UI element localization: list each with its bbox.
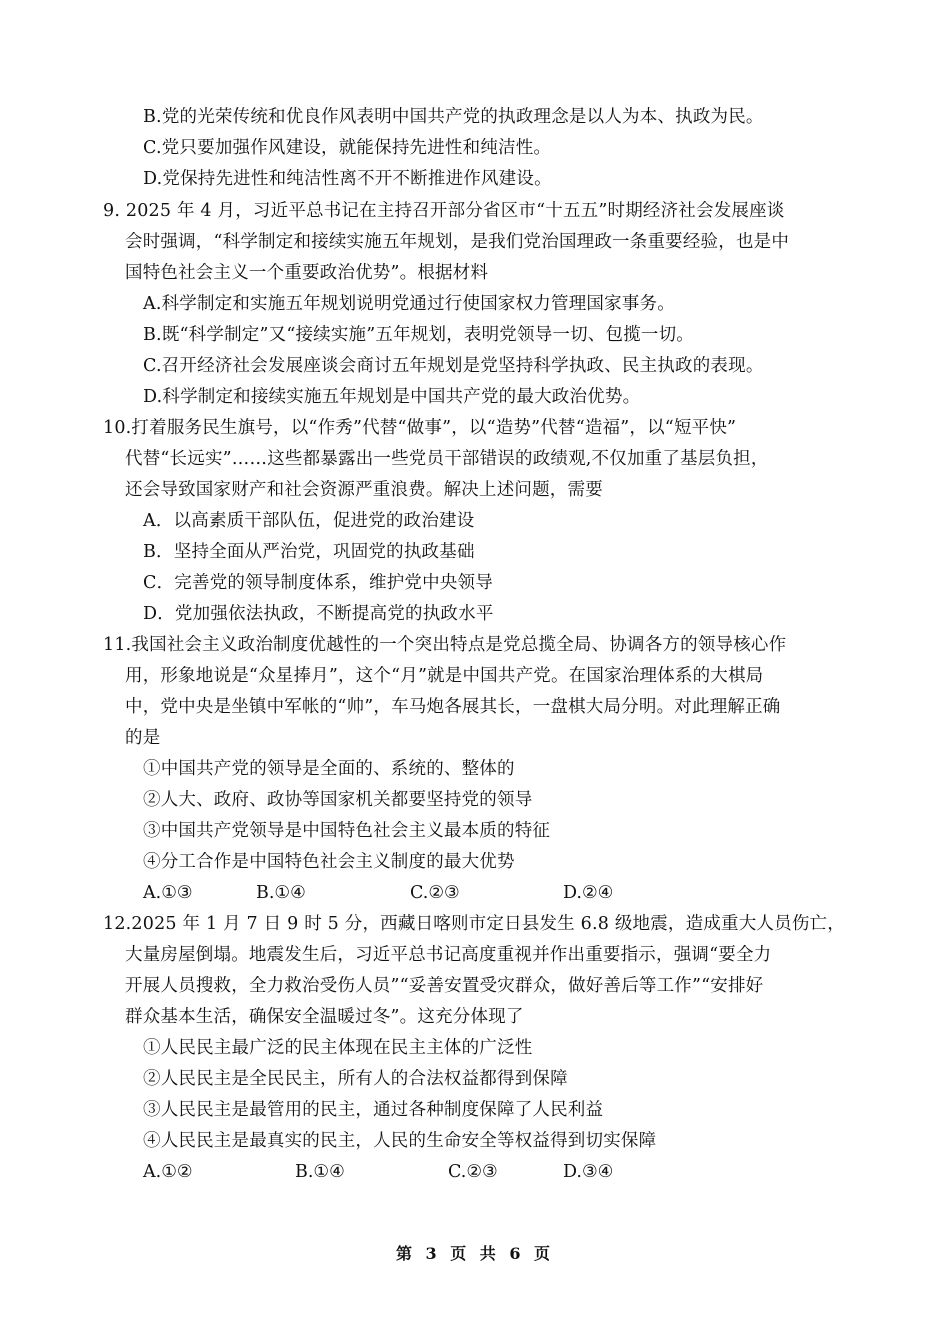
question-stem-line: 11.我国社会主义政治制度优越性的一个突出特点是党总揽全局、协调各方的领导核心作	[103, 635, 787, 655]
statement-4: ④分工合作是中国特色社会主义制度的最大优势	[143, 852, 515, 872]
statement-1: ①中国共产党的领导是全面的、系统的、整体的	[143, 759, 515, 779]
statement-3: ③中国共产党领导是中国特色社会主义最本质的特征	[143, 821, 551, 841]
question-stem-line: 9. 2025 年 4 月，习近平总书记在主持召开部分省区市“十五五”时期经济社会发展座谈	[103, 201, 785, 221]
option-c: C．完善党的领导制度体系，维护党中央领导	[143, 573, 493, 593]
choice-b: B.①④	[295, 1162, 345, 1182]
choice-d: D.③④	[563, 1162, 614, 1182]
option-d: D.科学制定和接续实施五年规划是中国共产党的最大政治优势。	[143, 387, 641, 407]
prev-option-b: B.党的光荣传统和优良作风表明中国共产党的执政理念是以人为本、执政为民。	[143, 107, 764, 127]
choice-a: A.①②	[143, 1162, 193, 1182]
question-stem-line: 开展人员搜救，全力救治受伤人员”“妥善安置受灾群众，做好善后等工作”“安排好	[125, 976, 764, 996]
statement-2: ②人大、政府、政协等国家机关都要坚持党的领导	[143, 790, 533, 810]
question-stem-line: 的是	[125, 728, 161, 748]
question-stem-line: 10.打着服务民生旗号，以“作秀”代替“做事”，以“造势”代替“造福”，以“短平快”	[103, 418, 737, 438]
option-c: C.召开经济社会发展座谈会商讨五年规划是党坚持科学执政、民主执政的表现。	[143, 356, 764, 376]
question-stem-line: 中，党中央是坐镇中军帐的“帅”，车马炮各展其长，一盘棋大局分明。对此理解正确	[125, 697, 781, 717]
statement-3: ③人民民主是最管用的民主，通过各种制度保障了人民利益	[143, 1100, 604, 1120]
page-number: 第 3 页 共 6 页	[395, 1244, 555, 1263]
option-a: A.科学制定和实施五年规划说明党通过行使国家权力管理国家事务。	[143, 294, 675, 314]
choice-d: D.②④	[563, 883, 614, 903]
choice-a: A.①③	[143, 883, 193, 903]
prev-option-c: C.党只要加强作风建设，就能保持先进性和纯洁性。	[143, 138, 552, 158]
choice-b: B.①④	[256, 883, 306, 903]
question-stem-line: 会时强调，“科学制定和接续实施五年规划，是我们党治国理政一条重要经验，也是中	[125, 232, 790, 252]
question-stem-line: 还会导致国家财产和社会资源严重浪费。解决上述问题，需要	[125, 480, 603, 500]
question-stem-line: 12.2025 年 1 月 7 日 9 时 5 分，西藏日喀则市定日县发生 6.8 级地震，造成重大人员伤亡，	[103, 914, 845, 934]
option-d: D．党加强依法执政，不断提高党的执政水平	[143, 604, 494, 624]
question-stem-line: 用，形象地说是“众星捧月”，这个“月”就是中国共产党。在国家治理体系的大棋局	[125, 666, 764, 686]
question-stem-line: 大量房屋倒塌。地震发生后，习近平总书记高度重视并作出重要指示，强调“要全力	[125, 945, 772, 965]
statement-2: ②人民民主是全民民主，所有人的合法权益都得到保障	[143, 1069, 568, 1089]
statement-1: ①人民民主最广泛的民主体现在民主主体的广泛性	[143, 1038, 533, 1058]
statement-4: ④人民民主是最真实的民主，人民的生命安全等权益得到切实保障	[143, 1131, 657, 1151]
choice-c: C.②③	[410, 883, 460, 903]
question-stem-line: 群众基本生活，确保安全温暖过冬”。这充分体现了	[125, 1007, 524, 1027]
option-b: B.既“科学制定”又“接续实施”五年规划，表明党领导一切、包揽一切。	[143, 325, 695, 345]
question-stem-line: 国特色社会主义一个重要政治优势”。根据材料	[125, 263, 489, 283]
choice-c: C.②③	[448, 1162, 498, 1182]
question-stem-line: 代替“长远实”……这些都暴露出一些党员干部错误的政绩观,不仅加重了基层负担，	[125, 449, 769, 469]
option-b: B．坚持全面从严治党，巩固党的执政基础	[143, 542, 475, 562]
option-a: A．以高素质干部队伍，促进党的政治建设	[143, 511, 475, 531]
prev-option-d: D.党保持先进性和纯洁性离不开不断推进作风建设。	[143, 169, 552, 189]
